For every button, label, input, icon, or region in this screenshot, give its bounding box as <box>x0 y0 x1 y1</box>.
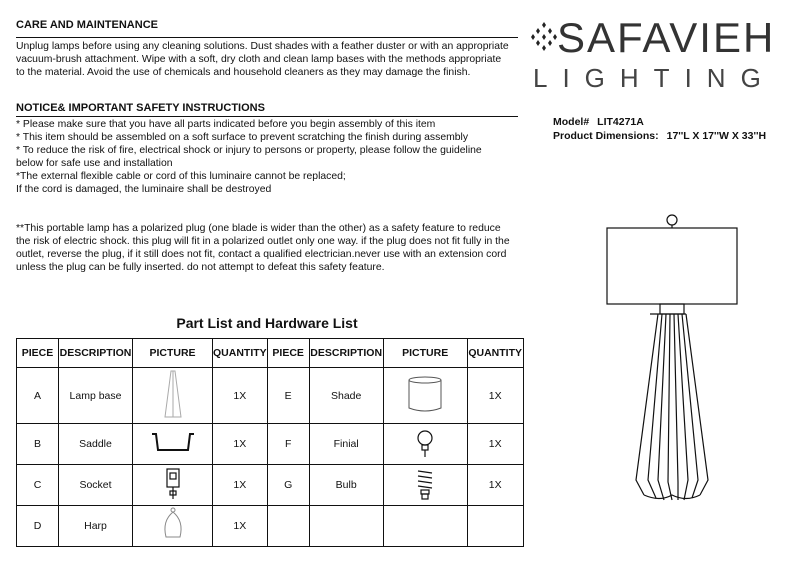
table-row <box>17 465 524 506</box>
description-cell: Shade <box>309 368 383 424</box>
notice-line: If the cord is damaged, the luminaire shall be destroyed <box>16 184 272 196</box>
quantity-cell: 1X <box>467 368 523 424</box>
notice-line: * To reduce the risk of fire, electrical shock or injury to persons or property, please follow the guideline <box>16 145 482 157</box>
model-label: Model# <box>553 116 590 128</box>
piece-cell: C <box>17 465 59 506</box>
description-cell: Bulb <box>309 465 383 506</box>
piece-cell: E <box>267 368 309 424</box>
divider <box>16 37 518 38</box>
notice-line: * Please make sure that you have all parts indicated before you begin assembly of this item <box>16 119 436 130</box>
quantity-cell <box>467 506 523 547</box>
bulb-icon <box>410 467 440 501</box>
plug-line: the risk of electric shock. this plug will fit in a polarized outlet only one way. if the plug does not fit fully in the <box>16 236 510 248</box>
header-description: DESCRIPTION <box>59 339 133 368</box>
piece-cell: B <box>17 424 59 465</box>
piece-cell: G <box>267 465 309 506</box>
description-cell: Socket <box>59 465 133 506</box>
quantity-cell: 1X <box>467 465 523 506</box>
description-cell <box>309 506 383 547</box>
plug-line: **This portable lamp has a polarized plug (one blade is wider than the other) as a safety feature to reduce <box>16 223 501 234</box>
notice-line: * This item should be assembled on a soft surface to prevent scratching the finish during assembly <box>16 132 469 144</box>
care-line: vacuum-brush attachment. Wipe with a soft, dry cloth and clean lamp bases with the methods appropriate <box>16 54 502 66</box>
header-piece: PIECE <box>267 339 309 368</box>
chandelier-logo-icon <box>530 22 558 52</box>
picture-cell <box>383 424 467 465</box>
quantity-cell: 1X <box>213 506 268 547</box>
lamp-base-icon <box>153 369 193 419</box>
socket-icon <box>161 467 185 501</box>
shade-icon <box>405 374 445 414</box>
header-piece: PIECE <box>17 339 59 368</box>
notice-line: *The external flexible cable or cord of this luminaire cannot be replaced; <box>16 171 346 183</box>
notice-title: NOTICE& IMPORTANT SAFETY INSTRUCTIONS <box>16 102 265 114</box>
piece-cell <box>267 506 309 547</box>
notice-text <box>16 118 521 197</box>
picture-cell <box>133 465 213 506</box>
picture-cell <box>383 465 467 506</box>
care-title: CARE AND MAINTENANCE <box>16 19 158 31</box>
header-description: DESCRIPTION <box>309 339 383 368</box>
header-quantity: QUANTITY <box>467 339 523 368</box>
header-quantity: QUANTITY <box>213 339 268 368</box>
care-line: Unplug lamps before using any cleaning solutions. Dust shades with a feather duster or with an appropriate <box>16 41 509 52</box>
care-text <box>16 40 521 79</box>
lamp-drawing <box>600 210 760 510</box>
dimensions-label: Product Dimensions: <box>553 130 659 142</box>
table-row <box>17 424 524 465</box>
table-row <box>17 506 524 547</box>
model-value: LIT4271A <box>597 116 644 128</box>
harp-icon <box>158 507 188 543</box>
plug-line: outlet, reverse the plug, if it still does not fit, contact a qualified electrician.never use with an extension cord <box>16 249 507 261</box>
piece-cell: D <box>17 506 59 547</box>
parts-table-title: Part List and Hardware List <box>176 315 358 331</box>
picture-cell <box>133 424 213 465</box>
picture-cell <box>133 368 213 424</box>
description-cell: Harp <box>59 506 133 547</box>
description-cell: Lamp base <box>59 368 133 424</box>
model-info <box>553 115 766 143</box>
quantity-cell: 1X <box>213 465 268 506</box>
header-picture: PICTURE <box>383 339 467 368</box>
divider <box>16 116 518 117</box>
saddle-icon <box>148 428 198 458</box>
notice-line: below for safe use and installation <box>16 158 173 170</box>
table-header-row <box>17 339 524 368</box>
plug-line: unless the plug can be fully inserted. do not attempt to defeat this safety feature. <box>16 262 385 274</box>
brand-name: SAFAVIEH <box>557 14 776 61</box>
care-line: to the material. Avoid the use of chemicals and household cleaners as they may damage the finish. <box>16 67 471 79</box>
finial-icon <box>413 427 437 459</box>
quantity-cell: 1X <box>213 424 268 465</box>
brand-sub: LIGHTING <box>533 63 776 93</box>
piece-cell: F <box>267 424 309 465</box>
quantity-cell: 1X <box>213 368 268 424</box>
picture-cell <box>133 506 213 547</box>
description-cell: Finial <box>309 424 383 465</box>
plug-text <box>16 222 521 274</box>
dimensions-value: 17''L X 17''W X 33''H <box>666 130 767 142</box>
brand-logo <box>530 14 790 100</box>
table-row <box>17 368 524 424</box>
piece-cell: A <box>17 368 59 424</box>
parts-table <box>16 338 524 547</box>
quantity-cell: 1X <box>467 424 523 465</box>
picture-cell <box>383 506 467 547</box>
header-picture: PICTURE <box>133 339 213 368</box>
description-cell: Saddle <box>59 424 133 465</box>
picture-cell <box>383 368 467 424</box>
